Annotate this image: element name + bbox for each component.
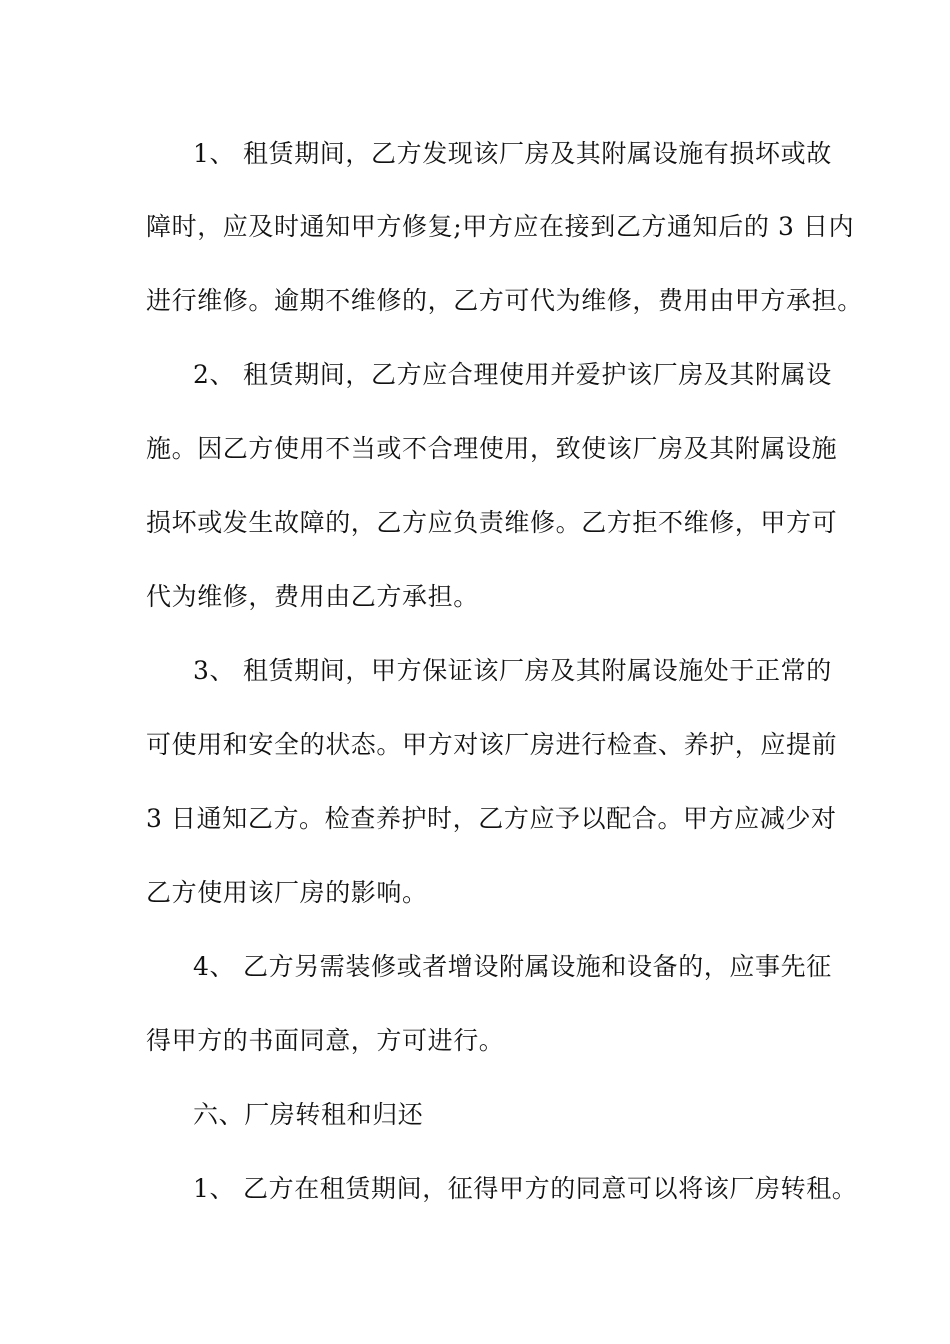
- clause-number: 1、: [193, 1174, 236, 1203]
- clause-5-2-line-1: [0, 359, 950, 391]
- clause-5-3-line-1: [0, 655, 950, 687]
- clause-5-3-line-3: 3 日通知乙方。检查养护时，乙方应予以配合。甲方应减少对: [146, 804, 837, 833]
- clause-5-2-line-3: 损坏或发生故障的，乙方应负责维修。乙方拒不维修，甲方可: [146, 508, 838, 537]
- clause-number: 1、: [193, 139, 236, 168]
- clause-number: 3、: [193, 656, 236, 685]
- clause-5-3-line-4: 乙方使用该厂房的影响。: [146, 878, 428, 907]
- clause-5-2-line-4: 代为维修，费用由乙方承担。: [146, 582, 479, 611]
- section-6-heading: 六、厂房转租和归还: [193, 1100, 424, 1129]
- clause-5-4-line-2: 得甲方的书面同意，方可进行。: [146, 1026, 505, 1055]
- clause-5-3-line-2: 可使用和安全的状态。甲方对该厂房进行检查、养护，应提前: [146, 730, 838, 759]
- clause-text: 租赁期间，乙方应合理使用并爱护该厂房及其附属设: [243, 360, 832, 389]
- clause-text: 乙方在租赁期间，征得甲方的同意可以将该厂房转租。: [243, 1174, 858, 1203]
- clause-number: 2、: [193, 360, 236, 389]
- clause-5-1-line-2: 障时，应及时通知甲方修复;甲方应在接到乙方通知后的 3 日内: [146, 212, 855, 241]
- clause-5-2-line-2: 施。因乙方使用不当或不合理使用，致使该厂房及其附属设施: [146, 434, 838, 463]
- clause-6-1-line-1: [0, 1173, 950, 1205]
- clause-5-1-line-1: [0, 138, 950, 170]
- clause-5-4-line-1: [0, 951, 950, 983]
- clause-text: 租赁期间，乙方发现该厂房及其附属设施有损坏或故: [243, 139, 832, 168]
- clause-text: 租赁期间，甲方保证该厂房及其附属设施处于正常的: [243, 656, 832, 685]
- clause-5-1-line-3: 进行维修。逾期不维修的，乙方可代为维修，费用由甲方承担。: [146, 286, 863, 315]
- clause-text: 乙方另需装修或者增设附属设施和设备的，应事先征: [243, 952, 832, 981]
- clause-number: 4、: [193, 952, 236, 981]
